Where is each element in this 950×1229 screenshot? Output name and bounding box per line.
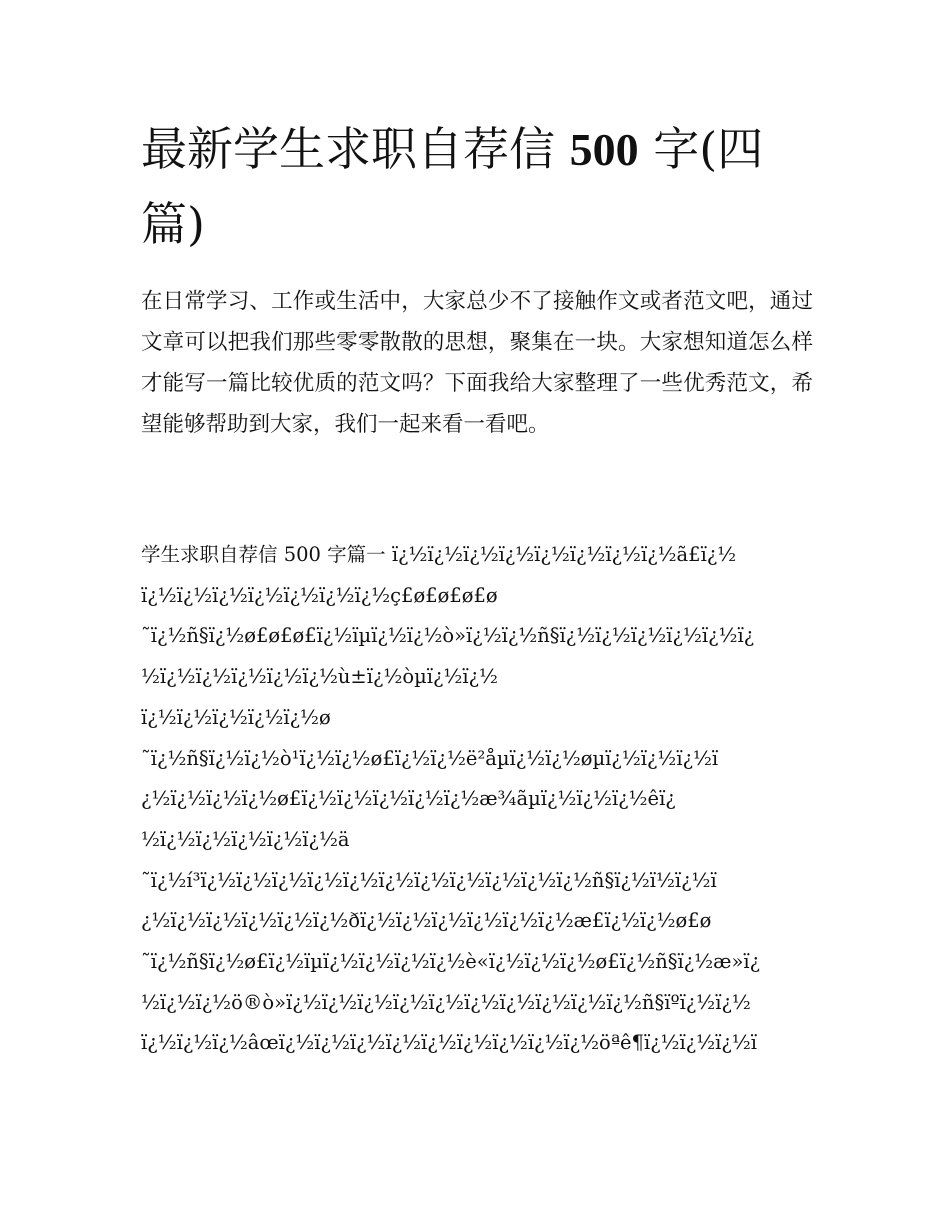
body-paragraph [141,535,807,1064]
body-line: ï¿½ï¿½ï¿½ï¿½ï¿½ï¿½ï¿½ç£ø£ø£ø£ø [141,583,498,607]
body-line: ˜ï¿½í³ï¿½ï¿½ï¿½ï¿½ï¿½ï¿½ï¿½ï¿½ï¿½ï¿½ï¿½ñ§ï¿½ï½ï¿½ï [141,868,717,892]
body-line: ï¿½ï¿½ï¿½ï¿½ï¿½ø [141,705,331,729]
title-number: 500 [569,124,639,175]
title-text-part1: 最新学生求职自荐信 [141,122,555,176]
title-text-part2: 字(四篇) [141,122,764,251]
body-line: ¿½ï¿½ï¿½ï¿½ï¿½ï¿½ðï¿½ï¿½ï¿½ï¿½ï¿½ï¿½æ£ï¿½ï¿½ø£ø [141,909,712,933]
body-line: ½ï¿½ï¿½ï¿½ï¿½ï¿½ä [141,827,350,851]
body-line: ˜ï¿½ñ§ï¿½ï¿½ò¹ï¿½ï¿½ø£ï¿½ï¿½ë²åµï¿½ï¿½øµï¿½ï¿½ï¿½ï [141,746,719,770]
body-line: ï¿½ï¿½ï¿½âœï¿½ï¿½ï¿½ï¿½ï¿½ï¿½ï¿½ï¿½ï¿½öªê¶ï¿½ï¿½ï¿½ï [141,1031,757,1055]
body-line: ˜ï¿½ñ§ï¿½ø£ø£ø£ï¿½ïµï¿½ï¿½ò»ï¿½ï¿½ñ§ï¿½ï¿½ï¿½ï¿½ï¿½ï¿ [141,624,755,648]
intro-paragraph: 在日常学习、工作或生活中，大家总少不了接触作文或者范文吧，通过文章可以把我们那些零零散散的思想，聚集在一块。大家想知道怎么样才能写一篇比较优质的范文吗？下面我给大家整理了一些优秀范文，希望能够帮助到大家，我们一起来看一看吧。 [141,289,813,437]
body-line: ½ï¿½ï¿½ö®ò»ï¿½ï¿½ï¿½ï¿½ï¿½ï¿½ï¿½ï¿½ï¿½ï¿½ñ§ïºï¿½ï¿½ [141,990,751,1014]
document-title [141,112,821,262]
body-line: ¿½ï¿½ï¿½ï¿½ø£ï¿½ï¿½ï¿½ï¿½ï¿½æ¾ãµï¿½ï¿½ï¿½êï¿ [141,787,676,811]
body-line: 学生求职自荐信 500 字篇一 ï¿½ï¿½ï¿½ï¿½ï¿½ï¿½ï¿½ï¿½ã£ï¿½ [141,543,737,566]
body-line: ½ï¿½ï¿½ï¿½ï¿½ï¿½ù±ï¿½òµï¿½ï¿½ [141,665,498,689]
body-line: ˜ï¿½ñ§ï¿½ø£ï¿½ïµï¿½ï¿½ï¿½ï¿½è«ï¿½ï¿½ï¿½ø£ï¿½ñ§ï¿½æ»ï¿ [141,950,761,974]
